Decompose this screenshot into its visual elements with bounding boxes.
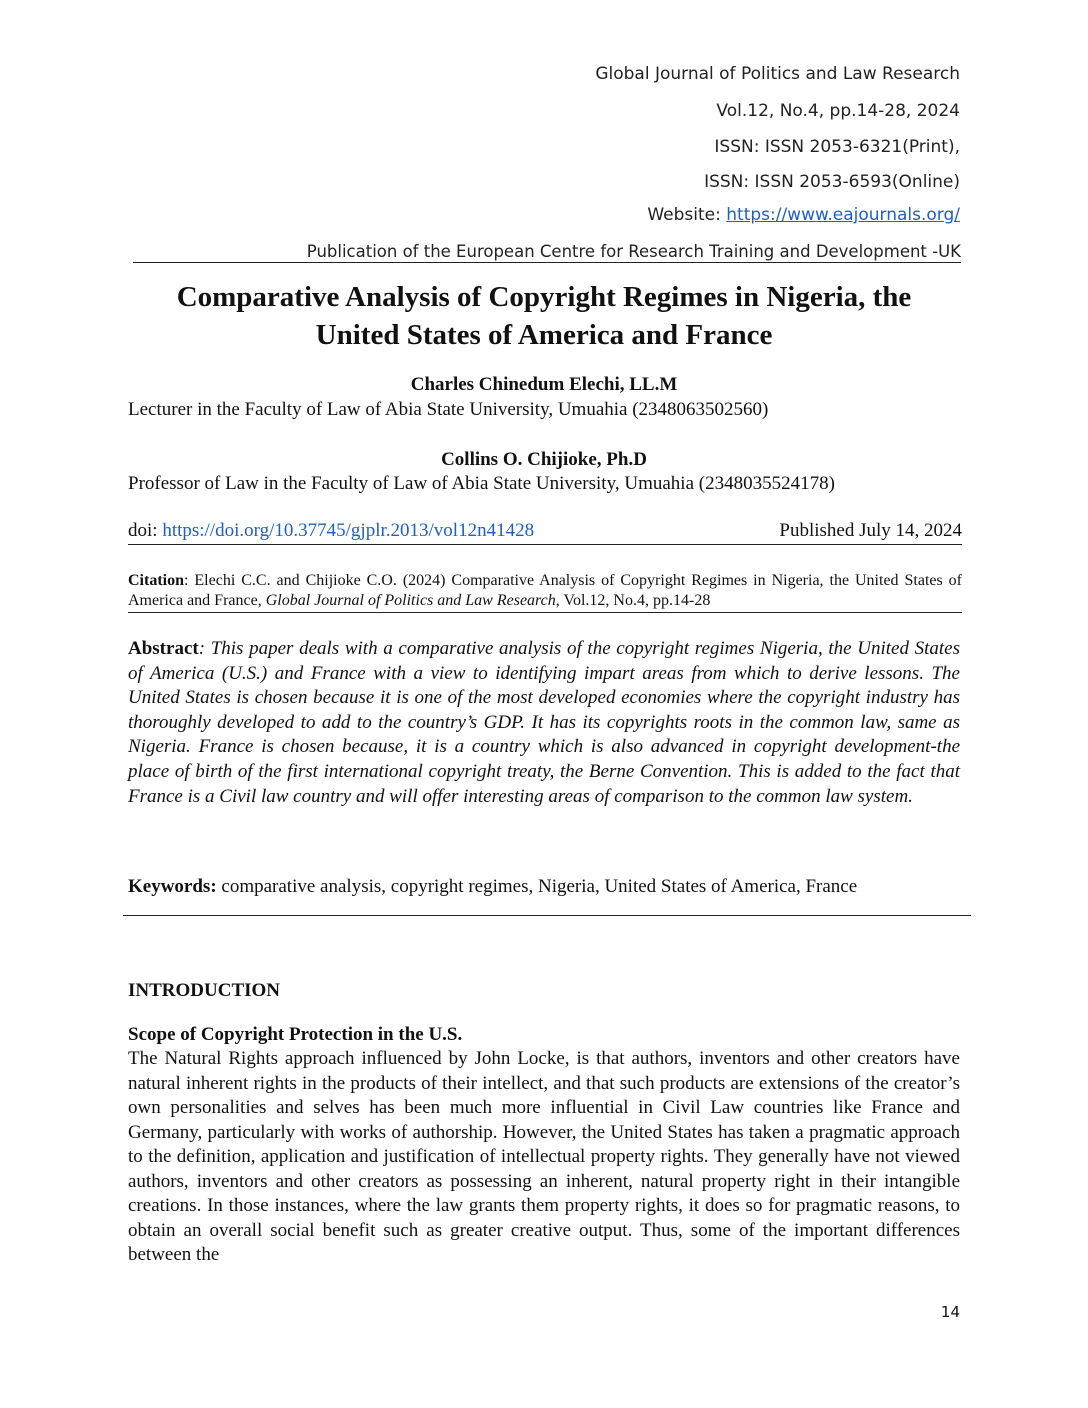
title-line-1: Comparative Analysis of Copyright Regimes in Nigeria, the: [176, 281, 912, 313]
doi-link[interactable]: https://doi.org/10.37745/gjplr.2013/vol12n41428: [162, 520, 535, 541]
volume-info: Vol.12, No.4, pp.14-28, 2024: [716, 101, 960, 121]
author-affiliation-2: Professor of Law in the Faculty of Law of Abia State University, Umuahia (2348035524178): [128, 473, 835, 494]
journal-name: Global Journal of Politics and Law Research: [595, 64, 960, 84]
title-line-2: United States of America and France: [315, 319, 773, 351]
published-date: Published July 14, 2024: [779, 520, 962, 541]
section-divider: [123, 915, 971, 916]
author-name-2: Collins O. Chijioke, Ph.D: [441, 449, 647, 470]
citation-tail: , Vol.12, No.4, pp.14-28: [555, 592, 711, 609]
website-line: [647, 205, 960, 225]
doi-row: [128, 520, 962, 545]
scope-heading: Scope of Copyright Protection in the U.S.: [128, 1024, 463, 1045]
citation-journal: Global Journal of Politics and Law Research: [265, 592, 556, 609]
abstract-text: : This paper deals with a comparative analysis of the copyright regimes Nigeria, the United States of America (U.S.) and France with a view to identifying impart areas from which to derive lessons. The United States is chosen because it is one of the most developed economies where the copyright industry has thoroughly developed to add to the country’s GDP. It has its copyrights roots in the common law, same as Nigeria. France is chosen because, it is a country which is also advanced in copyright development-the place of birth of the first international copyright treaty, the Berne Convention. This is added to the fact that France is a Civil law country and will offer interesting areas of comparison to the common law system.: [128, 638, 960, 807]
page-number: 14: [940, 1303, 960, 1321]
paper-title: [100, 278, 988, 354]
website-link[interactable]: https://www.eajournals.org/: [726, 205, 960, 225]
doi: [128, 520, 534, 542]
issn-print: ISSN: ISSN 2053-6321(Print),: [714, 137, 960, 157]
keywords-label: Keywords:: [128, 876, 217, 897]
citation: [128, 571, 962, 613]
publisher-line: Publication of the European Centre for Research Training and Development -UK: [133, 242, 961, 263]
author-name-1: Charles Chinedum Elechi, LL.M: [410, 374, 678, 395]
keywords-text: comparative analysis, copyright regimes, Nigeria, United States of America, France: [216, 876, 858, 897]
citation-label: Citation: [128, 572, 184, 589]
keywords: [128, 876, 857, 898]
introduction-heading: INTRODUCTION: [128, 980, 281, 1001]
issn-online: ISSN: ISSN 2053-6593(Online): [704, 172, 960, 192]
abstract-label: Abstract: [128, 638, 199, 659]
website-label: Website:: [647, 205, 727, 225]
doi-label: doi:: [128, 520, 163, 541]
citation-text: : Elechi C.C. and Chijioke C.O. (2024) Comparative Analysis of Copyright Regimes in Nigeria, the United States of America and France,: [128, 572, 962, 609]
abstract: [128, 637, 960, 809]
author-affiliation-1: Lecturer in the Faculty of Law of Abia State University, Umuahia (2348063502560): [128, 399, 769, 420]
body-paragraph: The Natural Rights approach influenced by John Locke, is that authors, inventors and other creators have natural inherent rights in the products of their intellect, and that such products are extensions of the creator’s own personalities and selves has been much more influential in Civil Law countries like France and Germany, particularly with works of authorship. However, the United States has taken a pragmatic approach to the definition, application and justification of intellectual property rights. They generally have not viewed authors, inventors and other creators as possessing an inherent, natural property right in their intangible creations. In those instances, where the law grants them property rights, it does so for pragmatic reasons, to obtain an overall social benefit such as greater creative output. Thus, some of the important differences between the: [128, 1048, 960, 1265]
